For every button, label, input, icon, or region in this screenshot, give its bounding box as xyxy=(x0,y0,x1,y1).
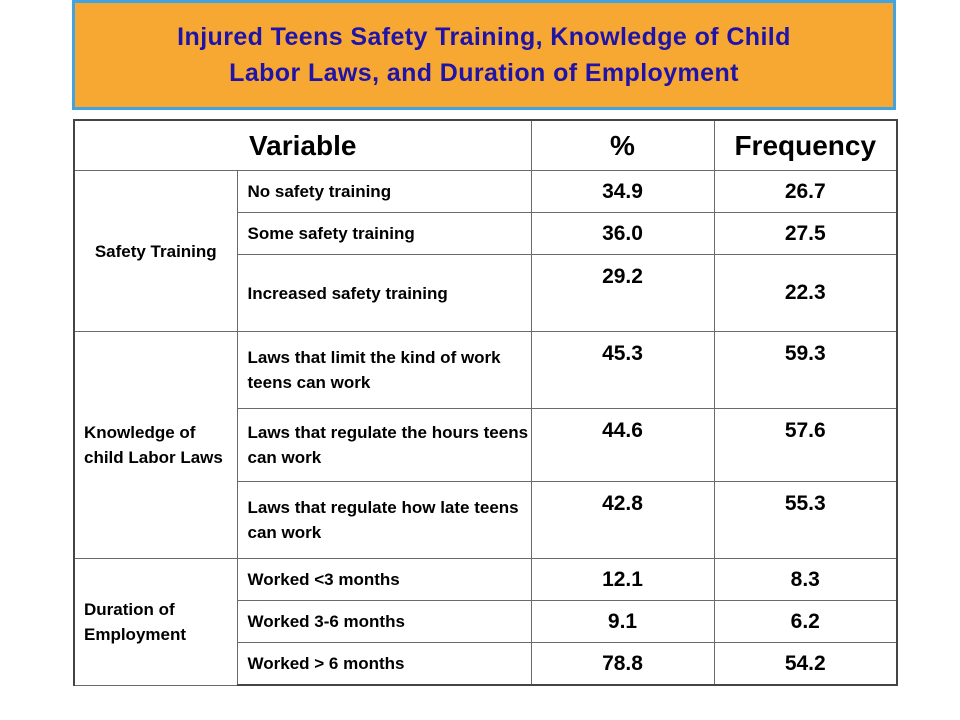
row-label: Worked > 6 months xyxy=(237,643,531,686)
header-frequency: Frequency xyxy=(714,120,897,171)
header-variable: Variable xyxy=(74,120,531,171)
frequency-value: 6.2 xyxy=(714,601,897,643)
table-row xyxy=(74,332,897,409)
title-banner xyxy=(72,0,896,110)
group-label-child-labor-laws: Knowledge of child Labor Laws xyxy=(74,332,237,559)
row-label: Laws that regulate how late teens can work xyxy=(237,482,531,559)
title-line-2: Labor Laws, and Duration of Employment xyxy=(229,59,739,87)
row-label: Worked 3-6 months xyxy=(237,601,531,643)
title-line-1: Injured Teens Safety Training, Knowledge of Child xyxy=(177,23,791,51)
row-label: Worked <3 months xyxy=(237,559,531,601)
percent-value: 45.3 xyxy=(531,332,714,409)
group-label-safety-training: Safety Training xyxy=(74,171,237,332)
percent-value: 78.8 xyxy=(531,643,714,686)
percent-value: 44.6 xyxy=(531,409,714,482)
percent-value: 36.0 xyxy=(531,213,714,255)
frequency-value: 55.3 xyxy=(714,482,897,559)
percent-value: 29.2 xyxy=(531,255,714,332)
table-header-row xyxy=(74,120,897,171)
frequency-value: 26.7 xyxy=(714,171,897,213)
results-table xyxy=(73,119,898,686)
header-percent: % xyxy=(531,120,714,171)
table-row xyxy=(74,559,897,601)
frequency-value: 8.3 xyxy=(714,559,897,601)
frequency-value: 59.3 xyxy=(714,332,897,409)
frequency-value: 57.6 xyxy=(714,409,897,482)
row-label: Increased safety training xyxy=(237,255,531,332)
percent-value: 9.1 xyxy=(531,601,714,643)
frequency-value: 27.5 xyxy=(714,213,897,255)
table-row xyxy=(74,171,897,213)
frequency-value: 54.2 xyxy=(714,643,897,686)
percent-value: 34.9 xyxy=(531,171,714,213)
row-label: Laws that limit the kind of work teens can work xyxy=(237,332,531,409)
percent-value: 12.1 xyxy=(531,559,714,601)
row-label: No safety training xyxy=(237,171,531,213)
group-label-duration-of-employment: Duration of Employment xyxy=(74,559,237,686)
frequency-value: 22.3 xyxy=(714,255,897,332)
row-label: Laws that regulate the hours teens can work xyxy=(237,409,531,482)
row-label: Some safety training xyxy=(237,213,531,255)
percent-value: 42.8 xyxy=(531,482,714,559)
page-title xyxy=(94,19,874,91)
